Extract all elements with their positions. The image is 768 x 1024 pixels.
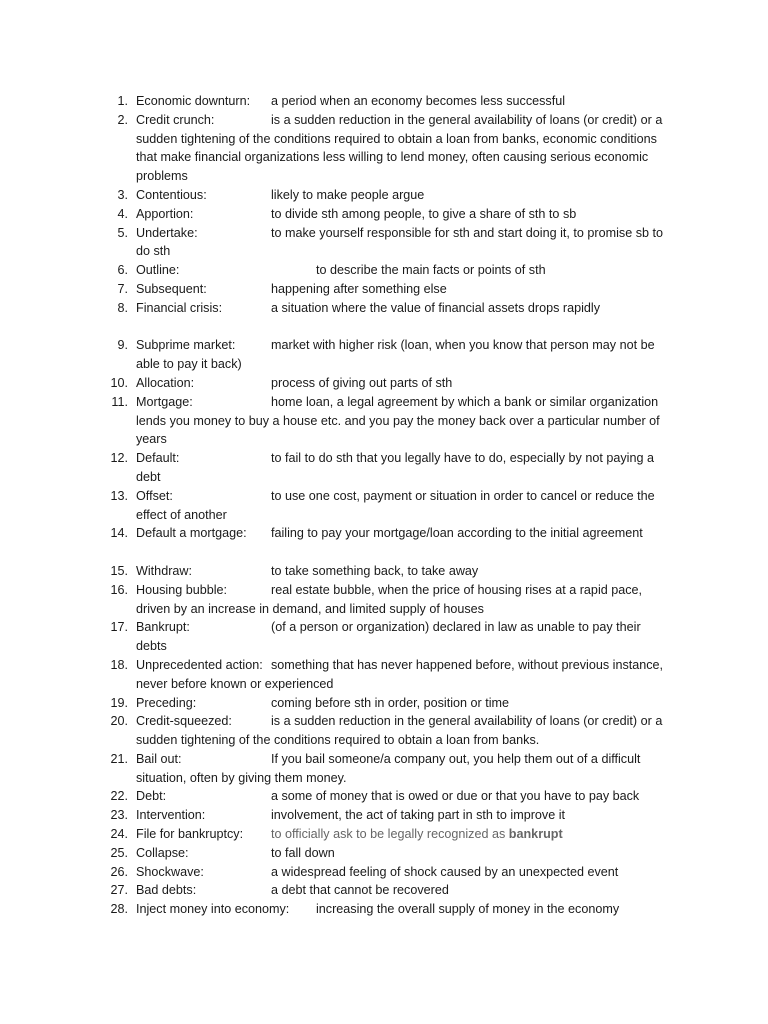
- item-definition: to fall down: [271, 845, 335, 860]
- list-item: [0, 186, 670, 205]
- item-definition: a situation where the value of financial assets drops rapidly: [271, 300, 601, 315]
- item-definition-continued: never before known or experienced: [136, 676, 334, 691]
- item-term: Economic downturn:: [136, 94, 251, 108]
- list-item: [0, 825, 670, 844]
- item-number: 2.: [117, 112, 128, 127]
- item-definition-continued: debts: [136, 639, 167, 654]
- item-term: Credit-squeezed:: [136, 714, 232, 729]
- item-term: Apportion:: [136, 206, 194, 221]
- item-number: 17.: [110, 620, 128, 635]
- list-item: [0, 581, 670, 619]
- item-number: 21.: [110, 751, 128, 766]
- item-definition-continued: sudden tightening of the conditions required to obtain a loan from banks, economic conditions that make financial organizations less willing to lend money, often causing serious economic problems: [136, 131, 657, 184]
- list-item: [0, 524, 670, 543]
- list-item: [0, 205, 670, 224]
- item-number: 27.: [110, 883, 128, 898]
- item-number: 11.: [111, 394, 128, 409]
- item-definition: to take something back, to take away: [271, 563, 479, 578]
- item-term: Intervention:: [136, 808, 206, 823]
- item-term: Allocation:: [136, 375, 195, 390]
- item-definition-continued: sudden tightening of the conditions required to obtain a loan from banks.: [136, 733, 540, 748]
- list-item: [0, 900, 670, 919]
- item-number: 8.: [117, 300, 128, 315]
- item-definition: coming before sth in order, position or time: [271, 695, 510, 710]
- item-term: Financial crisis:: [136, 300, 223, 315]
- item-number: 13.: [110, 488, 128, 503]
- item-definition: increasing the overall supply of money in the economy: [316, 902, 620, 917]
- item-term: Subsequent:: [136, 281, 207, 296]
- item-definition-continued: lends you money to buy a house etc. and you pay the money back over a particular number of years: [136, 413, 660, 447]
- item-definition: to use one cost, payment or situation in order to cancel or reduce the: [271, 488, 655, 503]
- item-definition-continued: do sth: [136, 244, 171, 259]
- item-number: 26.: [110, 864, 128, 879]
- item-number: 4.: [117, 206, 128, 221]
- item-term: Bad debts:: [136, 883, 197, 898]
- item-term: Preceding:: [136, 695, 197, 710]
- list-item: [0, 336, 670, 374]
- item-term: Housing bubble:: [136, 582, 228, 597]
- list-item: [0, 750, 670, 788]
- item-term: Contentious:: [136, 187, 207, 202]
- list-item: [0, 261, 670, 280]
- list-item: [0, 787, 670, 806]
- item-term: Bankrupt:: [136, 620, 190, 635]
- item-term: Debt:: [136, 789, 167, 804]
- item-term: Subprime market:: [136, 338, 236, 353]
- list-item: [0, 844, 670, 863]
- item-number: 12.: [110, 451, 128, 466]
- item-definition: [271, 825, 563, 844]
- item-number: 7.: [117, 281, 128, 296]
- item-definition: a period when an economy becomes less successful: [271, 94, 566, 108]
- item-number: 19.: [110, 695, 128, 710]
- list-item: [0, 111, 670, 186]
- item-definition: likely to make people argue: [271, 187, 425, 202]
- item-number: 16.: [110, 582, 128, 597]
- item-number: 15.: [110, 563, 128, 578]
- item-term: Default:: [136, 451, 180, 466]
- item-term: Outline:: [136, 263, 180, 278]
- item-term: Mortgage:: [136, 394, 193, 409]
- list-item: [0, 656, 670, 694]
- item-number: 6.: [117, 263, 128, 278]
- item-definition: (of a person or organization) declared in law as unable to pay their: [271, 620, 641, 635]
- list-item: [0, 374, 670, 393]
- list-item: [0, 280, 670, 299]
- list-item: [0, 712, 670, 750]
- item-definition: a widespread feeling of shock caused by an unexpected event: [271, 864, 619, 879]
- item-term: Credit crunch:: [136, 112, 215, 127]
- list-item: [0, 393, 670, 449]
- item-definition-continued: able to pay it back): [136, 357, 242, 372]
- item-definition: happening after something else: [271, 281, 447, 296]
- item-definition: process of giving out parts of sth: [271, 375, 453, 390]
- item-number: 23.: [110, 808, 128, 823]
- item-definition: a debt that cannot be recovered: [271, 883, 449, 898]
- list-item: [0, 92, 670, 111]
- item-number: 1.: [117, 94, 128, 108]
- item-number: 9.: [117, 338, 128, 353]
- item-term: Default a mortgage:: [136, 526, 247, 541]
- item-definition-continued: debt: [136, 469, 161, 484]
- item-number: 22.: [110, 789, 128, 804]
- item-definition: real estate bubble, when the price of housing rises at a rapid pace,: [271, 582, 643, 597]
- item-definition: home loan, a legal agreement by which a bank or similar organization: [271, 394, 659, 409]
- list-item: [0, 806, 670, 825]
- item-definition-text: to officially ask to be legally recognized as: [271, 827, 506, 842]
- item-definition: market with higher risk (loan, when you know that person may not be: [271, 338, 655, 353]
- item-definition-emphasis: bankrupt: [508, 827, 563, 842]
- glossary-list: [0, 92, 768, 919]
- item-definition: to describe the main facts or points of sth: [316, 263, 546, 278]
- item-definition: involvement, the act of taking part in sth to improve it: [271, 808, 565, 823]
- list-item: [0, 224, 670, 262]
- list-item: [0, 694, 670, 713]
- item-number: 3.: [117, 187, 128, 202]
- item-number: 18.: [110, 657, 128, 672]
- item-definition: to divide sth among people, to give a share of sth to sb: [271, 206, 577, 221]
- item-definition: a some of money that is owed or due or that you have to pay back: [271, 789, 640, 804]
- list-item: [0, 449, 670, 487]
- item-definition: to make yourself responsible for sth and start doing it, to promise sb to: [271, 225, 663, 240]
- list-item: [0, 299, 670, 318]
- item-term: Collapse:: [136, 845, 189, 860]
- item-number: 10.: [110, 375, 128, 390]
- item-term: Inject money into economy:: [136, 902, 290, 917]
- list-item: [0, 562, 670, 581]
- item-term: File for bankruptcy:: [136, 827, 244, 842]
- item-number: 5.: [117, 225, 128, 240]
- list-item: [0, 487, 670, 525]
- item-term: Shockwave:: [136, 864, 204, 879]
- item-term: Unprecedented action:: [136, 657, 263, 672]
- item-definition: failing to pay your mortgage/loan according to the initial agreement: [271, 526, 643, 541]
- item-definition: is a sudden reduction in the general availability of loans (or credit) or a: [271, 112, 663, 127]
- item-definition: to fail to do sth that you legally have to do, especially by not paying a: [271, 451, 654, 466]
- item-definition-continued: effect of another: [136, 507, 227, 522]
- item-term: Bail out:: [136, 751, 182, 766]
- item-term: Withdraw:: [136, 563, 192, 578]
- list-item: [0, 881, 670, 900]
- item-definition: If you bail someone/a company out, you help them out of a difficult: [271, 751, 641, 766]
- list-item: [0, 618, 670, 656]
- item-term: Undertake:: [136, 225, 198, 240]
- item-number: 24.: [110, 827, 128, 842]
- item-definition: something that has never happened before, without previous instance,: [271, 657, 664, 672]
- item-number: 20.: [110, 714, 128, 729]
- item-definition-continued: driven by an increase in demand, and limited supply of houses: [136, 601, 484, 616]
- item-definition: is a sudden reduction in the general availability of loans (or credit) or a: [271, 714, 663, 729]
- list-item: [0, 863, 670, 882]
- item-number: 14.: [110, 526, 128, 541]
- item-term: Offset:: [136, 488, 173, 503]
- item-number: 28.: [110, 902, 128, 917]
- item-number: 25.: [110, 845, 128, 860]
- item-definition-continued: situation, often by giving them money.: [136, 770, 347, 785]
